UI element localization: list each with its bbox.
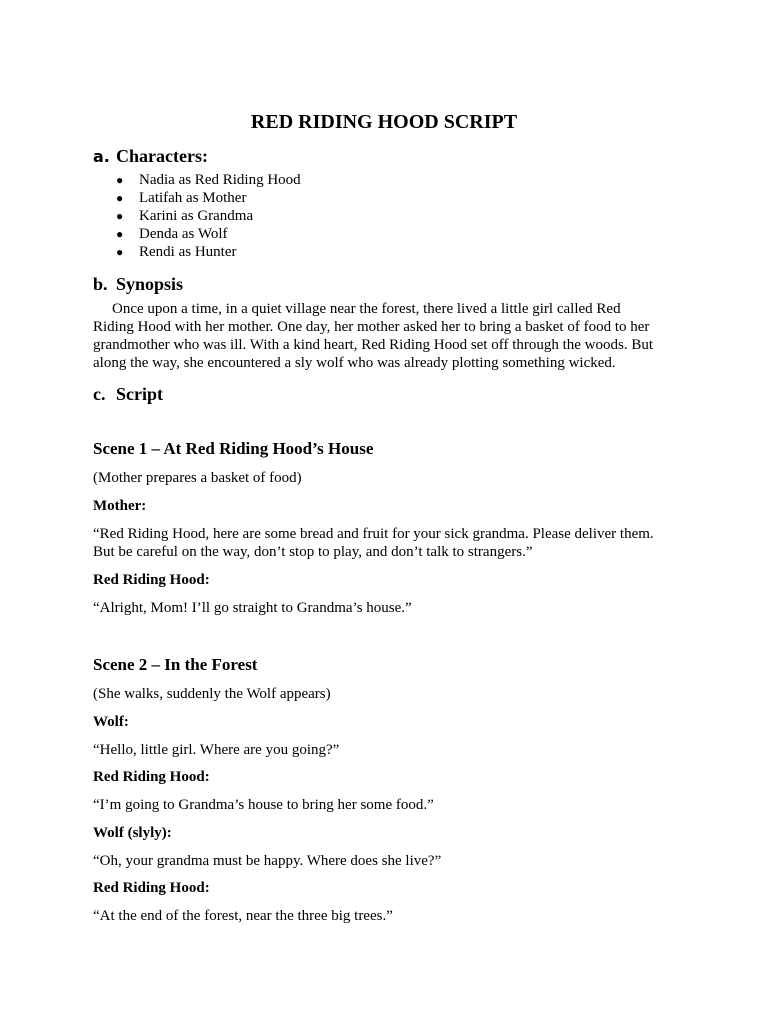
document-title: RED RIDING HOOD SCRIPT (250, 111, 518, 133)
speaker-name: Wolf (slyly): (93, 825, 172, 841)
scene-2-heading: Scene 2 – In the Forest (93, 655, 258, 674)
dialogue-line: “Red Riding Hood, here are some bread and fruit for your sick grandma. Please deliver them. (93, 526, 654, 542)
synopsis-heading-text: Synopsis (116, 274, 184, 294)
script-heading (93, 383, 163, 405)
script-heading-letter: c. (93, 384, 106, 404)
synopsis-paragraph (93, 300, 683, 372)
character-name: Karini as Grandma (139, 208, 254, 224)
bullet-icon: ● (116, 173, 124, 187)
bullet-icon: ● (116, 209, 124, 223)
list-item (116, 243, 301, 261)
list-item (116, 189, 301, 207)
character-name: Rendi as Hunter (139, 244, 237, 260)
synopsis-line: Once upon a time, in a quiet village near the forest, there lived a little girl called Red (112, 301, 621, 317)
dialogue-line: But be careful on the way, don’t stop to play, and don’t talk to strangers.” (93, 544, 533, 560)
synopsis-heading (93, 273, 183, 295)
characters-heading-text: Characters: (116, 146, 208, 166)
bullet-icon: ● (116, 245, 124, 259)
synopsis-line: Riding Hood with her mother. One day, her mother asked her to bring a basket of food to her (93, 319, 650, 335)
character-name: Denda as Wolf (139, 226, 228, 242)
bullet-icon: ● (116, 227, 124, 241)
list-item (116, 207, 301, 225)
characters-heading-letter: a. (93, 147, 110, 166)
script-heading-text: Script (116, 384, 163, 404)
speaker-name: Wolf: (93, 714, 129, 730)
characters-heading (93, 145, 208, 168)
characters-list (116, 171, 301, 261)
character-name: Latifah as Mother (139, 190, 247, 206)
speaker-name: Mother: (93, 498, 147, 514)
dialogue-line: “Alright, Mom! I’ll go straight to Grandma’s house.” (93, 600, 412, 616)
synopsis-line: along the way, she encountered a sly wolf who was already plotting something wicked. (93, 355, 616, 371)
dialogue-line: “I’m going to Grandma’s house to bring her some food.” (93, 797, 434, 813)
speaker-name: Red Riding Hood: (93, 769, 210, 785)
stage-direction: (She walks, suddenly the Wolf appears) (93, 686, 331, 702)
synopsis-line: grandmother who was ill. With a kind heart, Red Riding Hood set off through the woods. But (93, 337, 654, 353)
character-name: Nadia as Red Riding Hood (139, 172, 301, 188)
list-item (116, 171, 301, 189)
dialogue-line: “Hello, little girl. Where are you going?” (93, 742, 340, 758)
dialogue-line: “Oh, your grandma must be happy. Where does she live?” (93, 853, 442, 869)
dialogue-line: “At the end of the forest, near the three big trees.” (93, 908, 393, 924)
speaker-name: Red Riding Hood: (93, 572, 210, 588)
synopsis-heading-letter: b. (93, 274, 108, 294)
speaker-name: Red Riding Hood: (93, 880, 210, 896)
scene-1-heading: Scene 1 – At Red Riding Hood’s House (93, 439, 374, 458)
list-item (116, 225, 301, 243)
stage-direction: (Mother prepares a basket of food) (93, 470, 302, 486)
bullet-icon: ● (116, 191, 124, 205)
